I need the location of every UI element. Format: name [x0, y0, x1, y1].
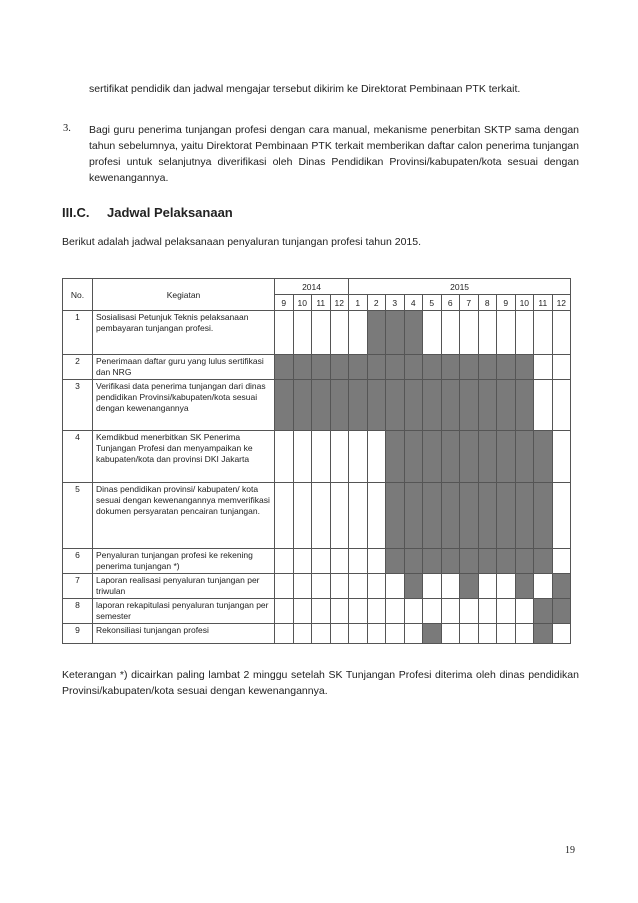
header-no: No. [63, 279, 93, 311]
schedule-cell-empty [497, 624, 516, 644]
schedule-cell-empty [515, 599, 534, 624]
row-activity: Penerimaan daftar guru yang lulus sertifikasi dan NRG [93, 355, 275, 380]
row-activity: Laporan realisasi penyaluran tunjangan per triwulan [93, 574, 275, 599]
schedule-cell-empty [552, 355, 571, 380]
schedule-cell-empty [275, 599, 294, 624]
month-header-2015-1: 1 [349, 295, 368, 311]
table-header-row-years [63, 279, 571, 295]
paragraph-continuation: sertifikat pendidik dan jadwal mengajar tersebut dikirim ke Direktorat Pembinaan PTK terkait. [89, 83, 521, 95]
schedule-table [62, 278, 571, 644]
schedule-cell-empty [312, 549, 331, 574]
schedule-cell-empty [312, 431, 331, 483]
schedule-cell-active [330, 355, 349, 380]
table-row [63, 624, 571, 644]
schedule-cell-active [423, 380, 442, 431]
row-number: 6 [63, 549, 93, 574]
month-header-2014-10: 10 [293, 295, 312, 311]
schedule-cell-active [460, 549, 479, 574]
schedule-cell-empty [441, 574, 460, 599]
schedule-cell-active [404, 311, 423, 355]
month-header-2015-5: 5 [423, 295, 442, 311]
schedule-cell-active [386, 311, 405, 355]
schedule-cell-empty [404, 599, 423, 624]
schedule-cell-empty [441, 311, 460, 355]
schedule-cell-active [404, 431, 423, 483]
schedule-cell-active [330, 380, 349, 431]
schedule-cell-active [386, 483, 405, 549]
schedule-cell-empty [404, 624, 423, 644]
schedule-cell-empty [293, 549, 312, 574]
schedule-cell-empty [330, 599, 349, 624]
schedule-cell-active [386, 355, 405, 380]
schedule-cell-empty [293, 483, 312, 549]
schedule-cell-empty [293, 431, 312, 483]
schedule-cell-empty [367, 483, 386, 549]
schedule-cell-active [386, 380, 405, 431]
schedule-cell-empty [534, 311, 553, 355]
month-header-2014-11: 11 [312, 295, 331, 311]
schedule-cell-active [404, 380, 423, 431]
schedule-cell-active [460, 483, 479, 549]
schedule-cell-empty [552, 431, 571, 483]
schedule-cell-empty [312, 311, 331, 355]
schedule-cell-active [515, 355, 534, 380]
month-header-2015-7: 7 [460, 295, 479, 311]
schedule-cell-active [478, 549, 497, 574]
schedule-cell-empty [293, 574, 312, 599]
row-activity: Kemdikbud menerbitkan SK Penerima Tunjangan Profesi dan menyampaikan ke kabupaten/kota dan provinsi DKI Jakarta [93, 431, 275, 483]
schedule-cell-empty [441, 624, 460, 644]
row-number: 9 [63, 624, 93, 644]
schedule-cell-empty [349, 599, 368, 624]
month-header-2015-3: 3 [386, 295, 405, 311]
schedule-cell-empty [349, 431, 368, 483]
row-number: 4 [63, 431, 93, 483]
schedule-cell-empty [367, 624, 386, 644]
schedule-cell-empty [349, 549, 368, 574]
schedule-cell-active [312, 380, 331, 431]
schedule-cell-empty [275, 483, 294, 549]
page-number: 19 [565, 845, 575, 856]
schedule-cell-active [441, 549, 460, 574]
schedule-cell-active [367, 380, 386, 431]
schedule-cell-active [478, 431, 497, 483]
schedule-cell-empty [552, 549, 571, 574]
schedule-cell-active [534, 549, 553, 574]
schedule-cell-active [460, 574, 479, 599]
schedule-cell-empty [330, 549, 349, 574]
schedule-cell-empty [534, 574, 553, 599]
header-year-2015: 2015 [349, 279, 571, 295]
row-activity: Sosialisasi Petunjuk Teknis pelaksanaan pembayaran tunjangan profesi. [93, 311, 275, 355]
schedule-cell-empty [367, 599, 386, 624]
schedule-cell-empty [386, 599, 405, 624]
header-year-2014: 2014 [275, 279, 349, 295]
month-header-2015-8: 8 [478, 295, 497, 311]
table-row [63, 355, 571, 380]
table-row [63, 380, 571, 431]
schedule-cell-active [404, 549, 423, 574]
schedule-cell-empty [275, 624, 294, 644]
month-header-2015-12: 12 [552, 295, 571, 311]
schedule-cell-empty [460, 624, 479, 644]
schedule-cell-empty [441, 599, 460, 624]
schedule-cell-empty [312, 599, 331, 624]
schedule-cell-empty [552, 483, 571, 549]
schedule-cell-empty [312, 574, 331, 599]
row-activity: Penyaluran tunjangan profesi ke rekening penerima tunjangan *) [93, 549, 275, 574]
schedule-cell-active [460, 380, 479, 431]
schedule-cell-empty [515, 624, 534, 644]
schedule-cell-empty [497, 574, 516, 599]
month-header-2015-2: 2 [367, 295, 386, 311]
schedule-cell-active [515, 483, 534, 549]
row-activity: laporan rekapitulasi penyaluran tunjangan per semester [93, 599, 275, 624]
schedule-cell-empty [515, 311, 534, 355]
schedule-cell-active [349, 355, 368, 380]
row-number: 7 [63, 574, 93, 599]
schedule-cell-empty [312, 483, 331, 549]
section-title: Jadwal Pelaksanaan [107, 205, 233, 220]
schedule-cell-empty [293, 311, 312, 355]
schedule-cell-active [349, 380, 368, 431]
schedule-cell-empty [367, 574, 386, 599]
schedule-cell-active [515, 549, 534, 574]
row-activity: Verifikasi data penerima tunjangan dari dinas pendidikan Provinsi/kabupaten/kota sesuai dengan kewenangannya [93, 380, 275, 431]
schedule-cell-active [515, 431, 534, 483]
schedule-cell-empty [552, 311, 571, 355]
schedule-cell-empty [534, 355, 553, 380]
schedule-cell-active [367, 311, 386, 355]
schedule-cell-active [275, 380, 294, 431]
schedule-cell-empty [330, 311, 349, 355]
schedule-cell-empty [478, 574, 497, 599]
schedule-cell-empty [367, 431, 386, 483]
schedule-cell-empty [293, 599, 312, 624]
schedule-cell-active [386, 431, 405, 483]
schedule-cell-empty [534, 380, 553, 431]
schedule-cell-active [534, 624, 553, 644]
schedule-cell-empty [460, 599, 479, 624]
schedule-cell-empty [330, 574, 349, 599]
schedule-cell-active [404, 574, 423, 599]
schedule-cell-active [404, 355, 423, 380]
row-number: 5 [63, 483, 93, 549]
schedule-cell-active [478, 355, 497, 380]
schedule-cell-active [552, 599, 571, 624]
table-row [63, 431, 571, 483]
schedule-cell-empty [312, 624, 331, 644]
schedule-cell-active [460, 355, 479, 380]
schedule-cell-empty [478, 599, 497, 624]
schedule-cell-empty [552, 624, 571, 644]
row-number: 1 [63, 311, 93, 355]
schedule-cell-active [293, 380, 312, 431]
schedule-cell-active [423, 624, 442, 644]
schedule-cell-active [293, 355, 312, 380]
schedule-cell-active [552, 574, 571, 599]
schedule-cell-empty [275, 549, 294, 574]
list-number: 3. [63, 123, 71, 134]
schedule-cell-active [423, 549, 442, 574]
table-row [63, 574, 571, 599]
month-header-2015-4: 4 [404, 295, 423, 311]
schedule-cell-empty [497, 599, 516, 624]
month-header-2015-9: 9 [497, 295, 516, 311]
table-row [63, 483, 571, 549]
schedule-cell-empty [423, 574, 442, 599]
schedule-cell-empty [349, 624, 368, 644]
schedule-cell-empty [330, 624, 349, 644]
row-activity: Dinas pendidikan provinsi/ kabupaten/ kota sesuai dengan kewenangannya memverifikasi dokumen persyaratan pencairan tunjangan. [93, 483, 275, 549]
section-intro: Berikut adalah jadwal pelaksanaan penyaluran tunjangan profesi tahun 2015. [62, 236, 422, 248]
month-header-2015-10: 10 [515, 295, 534, 311]
schedule-cell-active [497, 549, 516, 574]
schedule-cell-empty [293, 624, 312, 644]
schedule-cell-empty [423, 599, 442, 624]
schedule-cell-empty [330, 483, 349, 549]
paragraph-item-3: Bagi guru penerima tunjangan profesi dengan cara manual, mekanisme penerbitan SKTP sama dengan tahun sebelumnya, yaitu Direktorat Pembinaan PTK terkait memberikan daftar calon penerima tunjangan profesi untuk selanjutnya diverifikasi oleh Dinas Pendidikan Provinsi/kabupaten/kota sesuai dengan kewenangannya. [89, 124, 579, 184]
schedule-cell-active [423, 355, 442, 380]
schedule-cell-empty [497, 311, 516, 355]
schedule-cell-empty [367, 549, 386, 574]
schedule-cell-active [497, 355, 516, 380]
schedule-cell-active [312, 355, 331, 380]
schedule-cell-active [423, 483, 442, 549]
schedule-cell-empty [349, 311, 368, 355]
schedule-cell-active [497, 431, 516, 483]
row-activity: Rekonsiliasi tunjangan profesi [93, 624, 275, 644]
schedule-cell-empty [349, 574, 368, 599]
schedule-cell-active [478, 380, 497, 431]
schedule-cell-empty [275, 574, 294, 599]
table-row [63, 599, 571, 624]
schedule-cell-active [441, 483, 460, 549]
schedule-cell-empty [275, 431, 294, 483]
schedule-cell-active [497, 483, 516, 549]
schedule-cell-empty [478, 311, 497, 355]
section-number: III.C. [62, 205, 90, 220]
schedule-cell-active [441, 380, 460, 431]
schedule-cell-empty [349, 483, 368, 549]
row-number: 3 [63, 380, 93, 431]
schedule-cell-empty [552, 380, 571, 431]
month-header-2015-6: 6 [441, 295, 460, 311]
table-row [63, 549, 571, 574]
row-number: 8 [63, 599, 93, 624]
table-note: Keterangan *) dicairkan paling lambat 2 minggu setelah SK Tunjangan Profesi diterima oleh dinas pendidikan Provinsi/kabupaten/kota sesuai dengan kewenangannya. [62, 669, 579, 697]
schedule-cell-active [534, 483, 553, 549]
header-activity: Kegiatan [93, 279, 275, 311]
schedule-cell-active [534, 599, 553, 624]
schedule-cell-empty [460, 311, 479, 355]
schedule-cell-empty [423, 311, 442, 355]
schedule-cell-empty [275, 311, 294, 355]
month-header-2014-9: 9 [275, 295, 294, 311]
schedule-cell-empty [386, 624, 405, 644]
schedule-cell-active [423, 431, 442, 483]
month-header-2014-12: 12 [330, 295, 349, 311]
schedule-cell-active [534, 431, 553, 483]
row-number: 2 [63, 355, 93, 380]
schedule-cell-empty [330, 431, 349, 483]
schedule-cell-active [515, 574, 534, 599]
schedule-cell-empty [386, 574, 405, 599]
schedule-cell-active [367, 355, 386, 380]
table-row [63, 311, 571, 355]
schedule-cell-active [404, 483, 423, 549]
schedule-cell-active [460, 431, 479, 483]
month-header-2015-11: 11 [534, 295, 553, 311]
schedule-cell-active [478, 483, 497, 549]
schedule-cell-active [441, 431, 460, 483]
schedule-cell-active [275, 355, 294, 380]
schedule-cell-active [386, 549, 405, 574]
schedule-cell-active [515, 380, 534, 431]
schedule-cell-active [441, 355, 460, 380]
schedule-cell-empty [478, 624, 497, 644]
schedule-cell-active [497, 380, 516, 431]
